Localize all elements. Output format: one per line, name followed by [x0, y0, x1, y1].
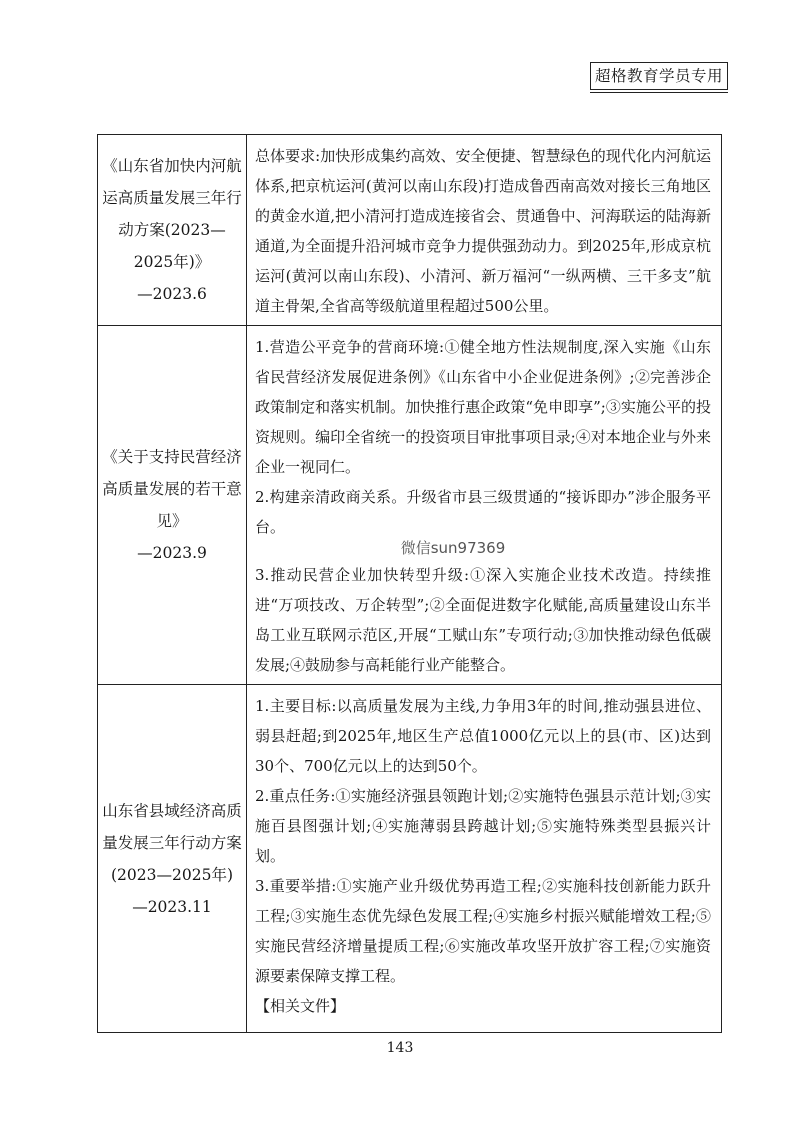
- policy-content-cell: [247, 685, 722, 1033]
- policy-paragraph: 3.重要举措:①实施产业升级优势再造工程;②实施科技创新能力跃升工程;③实施生态优先绿色发展工程;④实施乡村振兴赋能增效工程;⑤实施民营经济增量提质工程;⑥实施改革攻坚开放扩容工程;⑦实施资源要素保障支撑工程。: [255, 877, 711, 985]
- related-documents-label: 【相关文件】: [255, 997, 346, 1015]
- policy-paragraph: 1.主要目标:以高质量发展为主线,力争用3年的时间,推动强县进位、弱县赶超;到2025年,地区生产总值1000亿元以上的县(市、区)达到30个、700亿元以上的达到50个。: [255, 697, 711, 775]
- policy-title-cell: [98, 685, 247, 1033]
- policy-table: [97, 134, 722, 1033]
- header-stamp: 超格教育学员专用: [590, 62, 728, 90]
- policy-date: —2023.9: [137, 544, 207, 562]
- policy-paragraph: 1.营造公平竞争的营商环境:①健全地方性法规制度,深入实施《山东省民营经济发展促进条例》《山东省中小企业促进条例》;②完善涉企政策制定和落实机制。加快推行惠企政策“免申即享”;③实施公平的投资规则。编印全省统一的投资项目审批事项目录;④对本地企业与外来企业一视同仁。: [255, 338, 711, 476]
- watermark-text: 微信sun97369: [400, 539, 506, 557]
- policy-paragraph: 总体要求:加快形成集约高效、安全便捷、智慧绿色的现代化内河航运体系,把京杭运河(黄河以南山东段)打造成鲁西南高效对接长三角地区的黄金水道,把小清河打造成连接省会、贯通鲁中、河海联运的陆海新通道,为全面提升沿河城市竞争力提供强劲动力。到2025年,形成京杭运河(黄河以南山东段)、小清河、新万福河“一纵两横、三干多支”航道主骨架,全省高等级航道里程超过500公里。: [255, 147, 711, 315]
- policy-date: —2023.6: [137, 285, 207, 303]
- policy-title-cell: [98, 326, 247, 685]
- policy-title: 山东省县域经济高质量发展三年行动方案(2023—2025年): [102, 801, 242, 884]
- policy-title-cell: [98, 135, 247, 326]
- page-number: 143: [386, 1040, 414, 1056]
- policy-content-cell: [247, 135, 722, 326]
- policy-content-cell: [247, 326, 722, 685]
- policy-paragraph: 3.推动民营企业加快转型升级:①深入实施企业技术改造。持续推进“万项技改、万企转型”;②全面促进数字化赋能,高质量建设山东半岛工业互联网示范区,开展“工赋山东”专项行动;③加快推动绿色低碳发展;④鼓励参与高耗能行业产能整合。: [255, 566, 711, 674]
- table-row: [98, 326, 722, 685]
- table-row: [98, 685, 722, 1033]
- policy-date: —2023.11: [132, 897, 212, 916]
- header-divider: [590, 92, 728, 93]
- policy-paragraph: 2.构建亲清政商关系。升级省市县三级贯通的“接诉即办”涉企服务平台。: [255, 488, 711, 536]
- policy-title: 《关于支持民营经济高质量发展的若干意见》: [102, 448, 242, 530]
- policy-paragraph: 2.重点任务:①实施经济强县领跑计划;②实施特色强县示范计划;③实施百县图强计划;④实施薄弱县跨越计划;⑤实施特殊类型县振兴计划。: [255, 787, 711, 865]
- policy-title: 《山东省加快内河航运高质量发展三年行动方案(2023—2025年)》: [102, 157, 242, 271]
- table-row: [98, 135, 722, 326]
